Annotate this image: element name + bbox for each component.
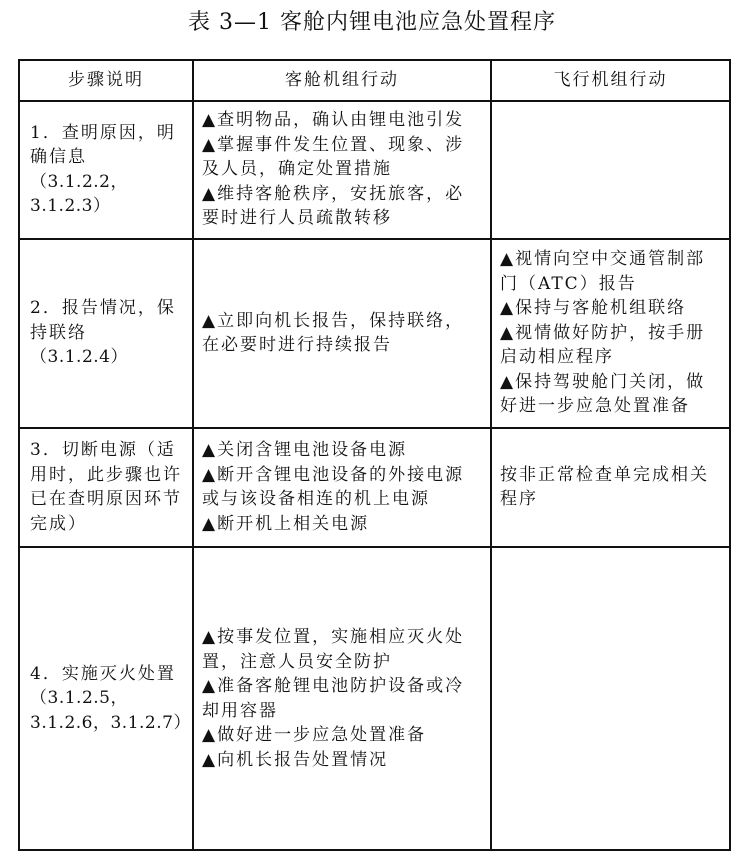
- flight-cell: [491, 428, 730, 548]
- step-text: 1．查明原因，明确信息: [30, 122, 176, 168]
- table-row: [19, 101, 730, 239]
- step-text: 2．报告情况，保持联络: [30, 298, 176, 343]
- table-row: [19, 239, 730, 428]
- cabin-cell: [193, 239, 491, 428]
- step-ref: （3.1.2.4）: [30, 347, 128, 368]
- table-title: 表 3—1 客舱内锂电池应急处置程序: [188, 10, 556, 35]
- step-ref: （3.1.2.5，3.1.2.6，3.1.2.7）: [30, 688, 191, 733]
- table-row: [19, 428, 730, 548]
- cabin-action: ▲做好进一步应急处置准备: [202, 725, 427, 746]
- cabin-action: ▲按事发位置，实施相应灭火处置，注意人员安全防护: [202, 627, 465, 672]
- flight-cell: [491, 101, 730, 239]
- procedure-table: [18, 59, 731, 851]
- cabin-cell: [193, 428, 491, 548]
- step-cell: [19, 101, 193, 239]
- step-cell: [19, 428, 193, 548]
- cabin-action: ▲查明物品，确认由锂电池引发: [202, 110, 465, 131]
- cabin-action: ▲维持客舱秩序，安抚旅客，必要时进行人员疏散转移: [202, 183, 465, 229]
- header-row: [19, 60, 730, 101]
- table-row: [19, 547, 730, 850]
- step-cell: [19, 547, 193, 850]
- flight-action: ▲视情向空中交通管制部门（ATC）报告: [500, 249, 706, 294]
- cabin-cell: [193, 101, 491, 239]
- cabin-cell: [193, 547, 491, 850]
- header-flight-crew: 飞行机组行动: [491, 60, 730, 101]
- step-text: 3．切断电源（适用时，此步骤也许已在查明原因环节完成）: [30, 440, 182, 534]
- flight-action: ▲保持驾驶舱门关闭，做好进一步应急处置准备: [500, 371, 706, 417]
- cabin-action: ▲向机长报告处置情况: [202, 749, 389, 770]
- cabin-action: ▲断开含锂电池设备的外接电源或与该设备相连的机上电源: [202, 464, 465, 510]
- cabin-action: ▲关闭含锂电池设备电源: [202, 440, 408, 461]
- flight-action: ▲视情做好防护，按手册启动相应程序: [500, 322, 706, 368]
- step-text: 4．实施灭火处置: [30, 663, 176, 684]
- cabin-action: ▲准备客舱锂电池防护设备或冷却用容器: [202, 676, 465, 721]
- flight-action: 按非正常检查单完成相关程序: [500, 464, 709, 510]
- flight-cell: [491, 239, 730, 428]
- cabin-action: ▲掌握事件发生位置、现象、涉及人员，确定处置措施: [202, 134, 465, 180]
- flight-cell: [491, 547, 730, 850]
- step-ref: （3.1.2.2，3.1.2.3）: [30, 171, 128, 217]
- step-cell: [19, 239, 193, 428]
- cabin-action: ▲立即向机长报告，保持联络，在必要时进行持续报告: [202, 310, 465, 356]
- header-cabin-crew: 客舱机组行动: [193, 60, 491, 101]
- cabin-action: ▲断开机上相关电源: [202, 513, 370, 534]
- flight-action: ▲保持与客舱机组联络: [500, 298, 687, 319]
- header-step: 步骤说明: [19, 60, 193, 101]
